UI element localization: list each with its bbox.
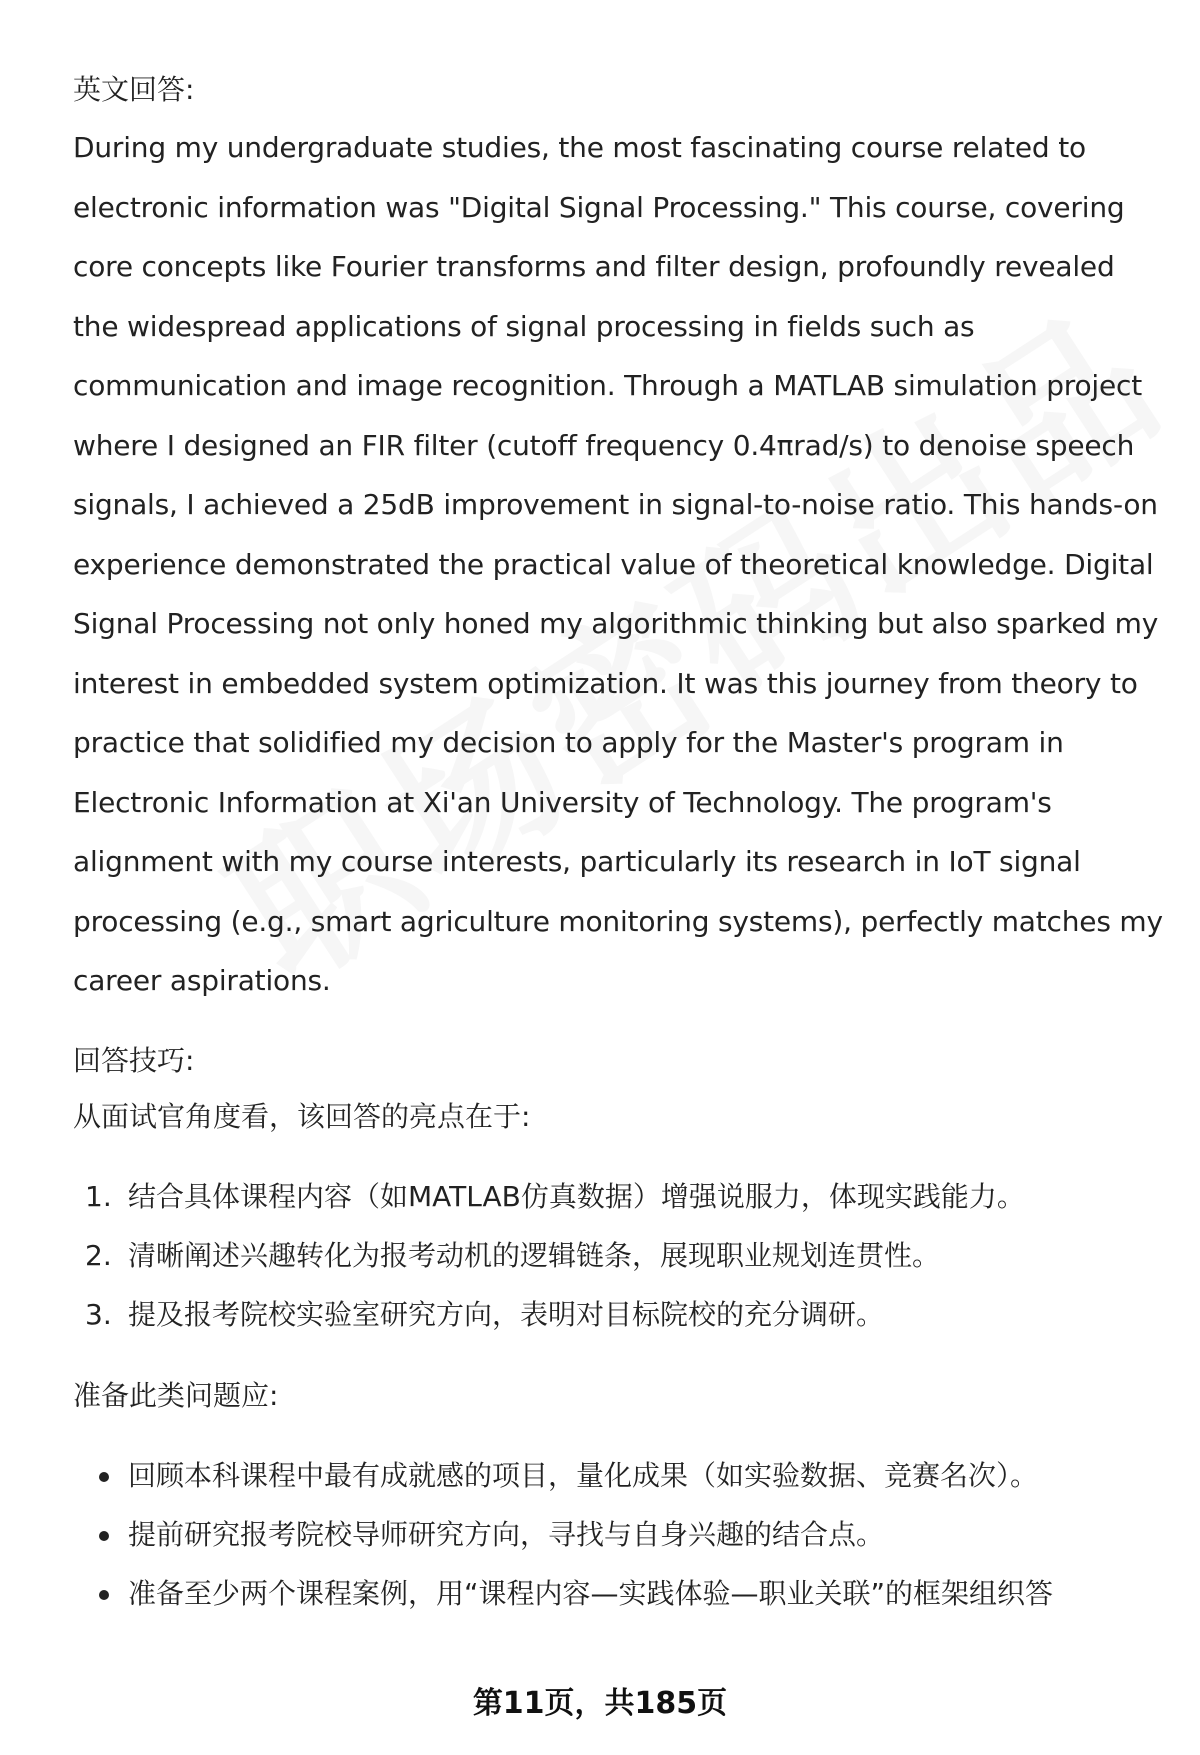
prep-heading: 准备此类问题应:	[73, 1378, 279, 1412]
tips-intro: 从面试官角度看，该回答的亮点在于:	[73, 1099, 531, 1133]
prep-list-item	[73, 1505, 1163, 1564]
tips-list-item	[73, 1226, 1163, 1285]
bullet-icon	[99, 1472, 109, 1482]
tips-heading: 回答技巧:	[73, 1043, 195, 1077]
page-number-footer: 第11页，共185页	[472, 1686, 728, 1721]
prep-list-item	[73, 1564, 1163, 1623]
list-item-text: 结合具体课程内容（如MATLAB仿真数据）增强说服力，体现实践能力。	[128, 1179, 1025, 1213]
tips-list-item	[73, 1167, 1163, 1226]
list-item-text: 准备至少两个课程案例，用“课程内容—实践体验—职业关联”的框架组织答	[128, 1576, 1054, 1610]
list-number: 1.	[85, 1179, 112, 1213]
list-item-text: 回顾本科课程中最有成就感的项目，量化成果（如实验数据、竞赛名次）。	[128, 1458, 1039, 1492]
english-answer-heading: 英文回答:	[73, 73, 195, 106]
list-number: 3.	[85, 1297, 112, 1331]
tips-list-item	[73, 1285, 1163, 1344]
list-number: 2.	[85, 1238, 112, 1272]
prep-list	[73, 1446, 1163, 1623]
bullet-icon	[99, 1531, 109, 1541]
list-item-text: 提前研究报考院校导师研究方向，寻找与自身兴趣的结合点。	[128, 1517, 885, 1551]
english-answer-body: During my undergraduate studies, the most fascinating course related to electronic information was "Digital Signal Processing." This course, covering core concepts like Fourier transforms and filter design, profoundly revealed the widespread applications of signal processing in fields such as communication and image recognition. Through a MATLAB simulation project where I designed an FIR filter (cutoff frequency 0.4πrad/s) to denoise speech signals, I achieved a 25dB improvement in signal-to-noise ratio. This hands-on experience demonstrated the practical value of theoretical knowledge. Digital Signal Processing not only honed my algorithmic thinking but also sparked my interest in embedded system optimization. It was this journey from theory to practice that solidified my decision to apply for the Master's program in Electronic Information at Xi'an University of Technology. The program's alignment with my course interests, particularly its research in IoT signal processing (e.g., smart agriculture monitoring systems), perfectly matches my career aspirations.	[73, 131, 1163, 997]
tips-list	[73, 1167, 1163, 1344]
prep-list-item	[73, 1446, 1163, 1505]
list-item-text: 提及报考院校实验室研究方向，表明对目标院校的充分调研。	[128, 1297, 885, 1331]
page-content	[73, 62, 1163, 1623]
list-item-text: 清晰阐述兴趣转化为报考动机的逻辑链条，展现职业规划连贯性。	[128, 1238, 941, 1272]
bullet-icon	[99, 1590, 109, 1600]
